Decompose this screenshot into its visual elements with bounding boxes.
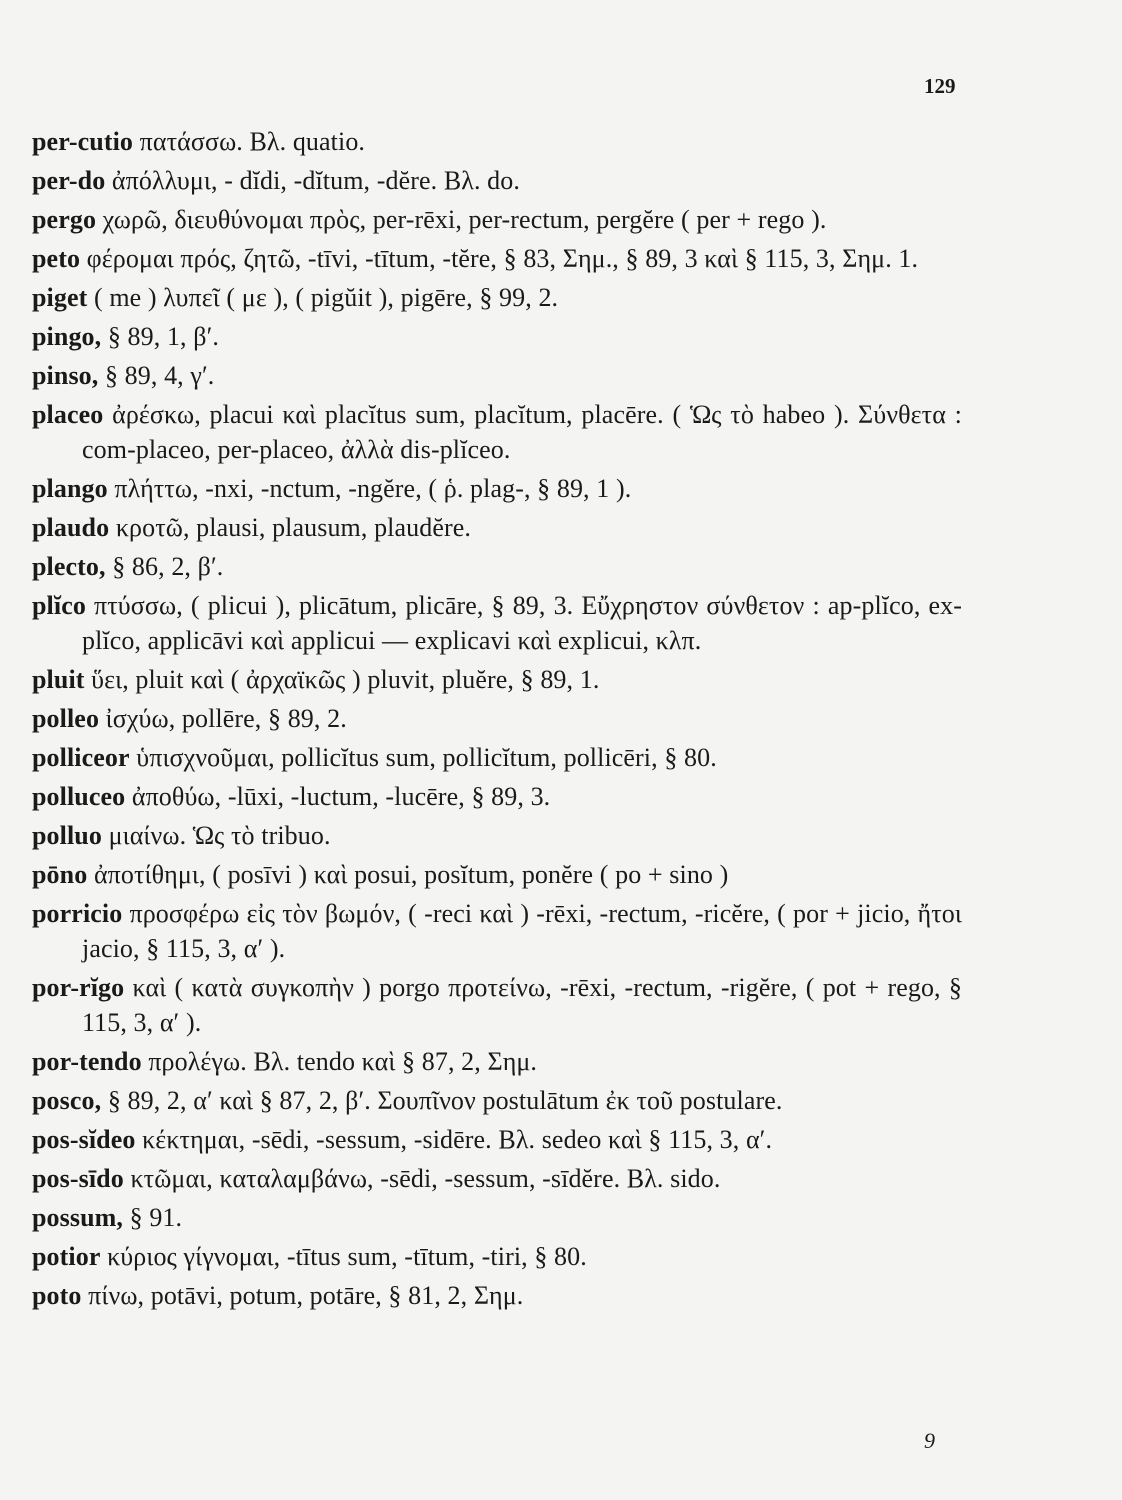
- entry-head: per-do: [32, 166, 106, 195]
- entry-text: ἀρέσκω, placui καὶ placĭtus sum, placĭtum, placēre. ( Ὡς τὸ habeo ). Σύνθετα : com-placeo, per-placeo, ἀλλὰ dis-plĭceo.: [82, 400, 962, 464]
- signature-mark: 9: [924, 1428, 935, 1453]
- entry: [32, 701, 962, 736]
- entry-head: placeo: [32, 400, 104, 429]
- entry: [32, 510, 962, 545]
- entry: [32, 970, 962, 1040]
- entry-head: pinso,: [32, 361, 99, 390]
- entry-text: ὑπισχνοῦμαι, pollicĭtus sum, pollicĭtum, pollicēri, § 80.: [136, 743, 717, 772]
- entry-text: κέκτημαι, -sēdi, -sessum, -sidēre. Βλ. sedeo καὶ § 115, 3, α′.: [142, 1125, 773, 1154]
- entry-text: ἰσχύω, pollēre, § 89, 2.: [105, 704, 347, 733]
- entry: [32, 319, 962, 354]
- entry: [32, 588, 962, 658]
- entry-text: § 89, 2, α′ καὶ § 87, 2, β′. Σουπῖνον postulātum ἐκ τοῦ postulare.: [107, 1086, 783, 1115]
- entry: [32, 241, 962, 276]
- entry-head: pingo,: [32, 322, 102, 351]
- entry: [32, 471, 962, 506]
- entry-head: polliceor: [32, 743, 130, 772]
- entry-text: § 89, 1, β′.: [107, 322, 219, 351]
- entry-head: por-tendo: [32, 1047, 142, 1076]
- entry-text: κροτῶ, plausi, plausum, plaudĕre.: [115, 513, 471, 542]
- entry-head: peto: [32, 244, 81, 273]
- entry-head: piget: [32, 283, 88, 312]
- entry-head: por-rĭgo: [32, 973, 125, 1002]
- entry: [32, 662, 962, 697]
- entry: [32, 1239, 962, 1274]
- entry-head: pos-sīdo: [32, 1164, 124, 1193]
- entry-head: plĭco: [32, 591, 86, 620]
- entry: [32, 1200, 962, 1235]
- entry-text: ὕει, pluit καὶ ( ἀρχαϊκῶς ) pluvit, pluĕre, § 89, 1.: [91, 665, 600, 694]
- entry-head: possum,: [32, 1203, 124, 1232]
- entry: [32, 1161, 962, 1196]
- entry-text: ἀποθύω, -lūxi, -luctum, -lucēre, § 89, 3.: [131, 782, 551, 811]
- entry: [32, 163, 962, 198]
- entry-head: plango: [32, 474, 108, 503]
- entry: [32, 358, 962, 393]
- entry-head: polleo: [32, 704, 100, 733]
- entry-text: κτῶμαι, καταλαμβάνω, -sēdi, -sessum, -sīdĕre. Βλ. sido.: [130, 1164, 721, 1193]
- entry-head: pergo: [32, 205, 97, 234]
- entry-head: porricio: [32, 899, 123, 928]
- entry-text: πλήττω, -nxi, -nctum, -ngĕre, ( ῥ. plag-, § 89, 1 ).: [114, 474, 632, 503]
- entry-text: πτύσσω, ( plicui ), plicātum, plicāre, § 89, 3. Εὔχρηστον σύνθετον : ap-plĭco, ex-plĭco, applicāvi καὶ applicui — explicavi καὶ explicui, κλπ.: [82, 591, 963, 655]
- entry-head: polluceo: [32, 782, 126, 811]
- entry: [32, 124, 962, 159]
- entry-text: μιαίνω. Ὡς τὸ tribuo.: [108, 821, 331, 850]
- entry-text: προλέγω. Βλ. tendo καὶ § 87, 2, Σημ.: [148, 1047, 538, 1076]
- entry: [32, 549, 962, 584]
- dictionary-entries: [32, 124, 962, 1317]
- entry: [32, 1083, 962, 1118]
- entry-head: plaudo: [32, 513, 110, 542]
- entry: [32, 779, 962, 814]
- entry-text: § 86, 2, β′.: [112, 552, 224, 581]
- entry: [32, 740, 962, 775]
- entry-head: plecto,: [32, 552, 106, 581]
- entry-head: potior: [32, 1242, 101, 1271]
- entry-text: ( me ) λυπεῖ ( με ), ( pigŭit ), pigēre, § 99, 2.: [94, 283, 559, 312]
- entry-text: χωρῶ, διευθύνομαι πρὸς, per-rēxi, per-rectum, pergĕre ( per + rego ).: [102, 205, 827, 234]
- entry-text: καὶ ( κατὰ συγκοπὴν ) porgo προτείνω, -rēxi, -rectum, -rigĕre, ( pot + rego, § 115, 3, α′ ).: [82, 973, 962, 1037]
- entry: [32, 1278, 962, 1313]
- entry: [32, 397, 962, 467]
- page-number: 129: [924, 74, 956, 98]
- entry-head: pos-sĭdeo: [32, 1125, 136, 1154]
- entry-text: πίνω, potāvi, potum, potāre, § 81, 2, Σημ.: [88, 1281, 524, 1310]
- entry-text: κύριος γίγνομαι, -tītus sum, -tītum, -tiri, § 80.: [107, 1242, 587, 1271]
- entry: [32, 1044, 962, 1079]
- entry: [32, 896, 962, 966]
- entry-text: § 89, 4, γ′.: [104, 361, 215, 390]
- entry-text: προσφέρω εἰς τὸν βωμόν, ( -reci καὶ ) -rēxi, -rectum, -ricĕre, ( por + jicio, ἤτοι jacio, § 115, 3, α′ ).: [82, 899, 962, 963]
- entry-head: poto: [32, 1281, 82, 1310]
- entry-text: ἀπόλλυμι, - dĭdi, -dĭtum, -dĕre. Βλ. do.: [111, 166, 520, 195]
- entry-head: posco,: [32, 1086, 102, 1115]
- entry-text: φέρομαι πρός, ζητῶ, -tīvi, -tītum, -tĕre, § 83, Σημ., § 89, 3 καὶ § 115, 3, Σημ. 1.: [86, 244, 919, 273]
- entry: [32, 202, 962, 237]
- entry: [32, 857, 962, 892]
- entry-head: pluit: [32, 665, 85, 694]
- entry-head: polluo: [32, 821, 102, 850]
- entry-head: per-cutio: [32, 127, 134, 156]
- entry-text: πατάσσω. Βλ. quatio.: [139, 127, 366, 156]
- entry-text: § 91.: [129, 1203, 183, 1232]
- entry: [32, 280, 962, 315]
- entry-text: ἀποτίθημι, ( posīvi ) καὶ posui, posĭtum, ponĕre ( po + sino ): [93, 860, 729, 889]
- entry: [32, 1122, 962, 1157]
- entry-head: pōno: [32, 860, 88, 889]
- entry: [32, 818, 962, 853]
